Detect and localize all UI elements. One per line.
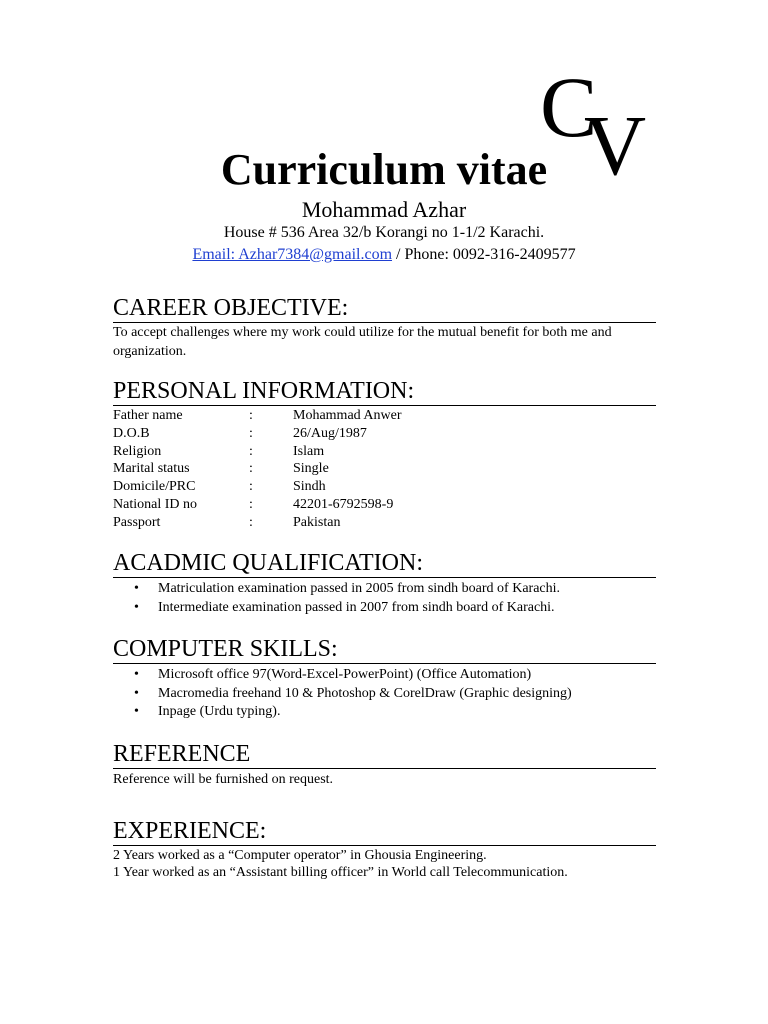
list-item [113, 703, 658, 722]
personal-information-heading: PERSONAL INFORMATION: [113, 377, 656, 406]
cv-logo-c: C [540, 59, 598, 155]
info-value: Pakistan [293, 515, 341, 530]
info-separator: : [249, 426, 253, 441]
info-row [113, 478, 613, 496]
experience-line: 2 Years worked as a “Computer operator” in Ghousia Engineering. [113, 848, 487, 863]
candidate-name: Mohammad Azhar [301, 197, 467, 222]
page-title: Curriculum vitae [220, 145, 548, 194]
info-label: D.O.B [113, 426, 150, 441]
list-item-text: Intermediate examination passed in 2007 from sindh board of Karachi. [158, 599, 555, 615]
info-value: 26/Aug/1987 [293, 426, 367, 441]
list-item-text: Inpage (Urdu typing). [158, 704, 281, 719]
info-row [113, 496, 613, 514]
list-item-text: Microsoft office 97(Word-Excel-PowerPoint) (Office Automation) [158, 667, 532, 682]
list-item [113, 666, 658, 685]
info-row [113, 425, 613, 443]
info-separator: : [249, 497, 253, 512]
list-item [113, 580, 658, 599]
bullet-icon: • [134, 704, 139, 719]
bullet-icon: • [134, 599, 139, 615]
career-objective-text: To accept challenges where my work could utilize for the mutual benefit for both me and organization. [113, 325, 612, 359]
list-item [113, 599, 658, 618]
bullet-icon: • [134, 581, 139, 596]
info-label: Domicile/PRC [113, 479, 196, 494]
experience-heading: EXPERIENCE: [113, 817, 656, 846]
list-item-text: Matriculation examination passed in 2005 from sindh board of Karachi. [158, 581, 561, 596]
address: House # 536 Area 32/b Korangi no 1-1/2 Karachi. [223, 224, 545, 241]
academic-list [113, 580, 658, 617]
experience-line: 1 Year worked as an “Assistant billing officer” in World call Telecommunication. [113, 865, 568, 880]
list-item-text: Macromedia freehand 10 & Photoshop & CorelDraw (Graphic designing) [158, 685, 572, 701]
contact-line [0, 244, 768, 266]
info-row [113, 443, 613, 461]
info-separator: : [249, 479, 253, 494]
bullet-icon: • [134, 685, 139, 701]
reference-text: Reference will be furnished on request. [113, 772, 334, 787]
academic-qualification-heading: ACADMIC QUALIFICATION: [113, 549, 656, 578]
info-label: Passport [113, 515, 161, 530]
info-row [113, 460, 613, 478]
info-label: Father name [113, 408, 183, 423]
info-label: Religion [113, 444, 162, 459]
info-separator: : [249, 461, 253, 476]
info-separator: : [249, 408, 253, 423]
info-value: Mohammad Anwer [293, 408, 402, 423]
info-value: Single [293, 461, 329, 476]
info-value: 42201-6792598-9 [293, 497, 394, 512]
info-value: Sindh [293, 479, 326, 494]
info-value: Islam [293, 444, 325, 459]
email-link[interactable]: Email: Azhar7384@gmail.com [192, 246, 393, 263]
info-row [113, 514, 613, 532]
bullet-icon: • [134, 667, 139, 682]
info-label: National ID no [113, 497, 197, 512]
reference-heading: REFERENCE [113, 740, 656, 769]
info-row [113, 407, 613, 425]
info-label: Marital status [113, 461, 190, 476]
computer-skills-heading: COMPUTER SKILLS: [113, 635, 656, 664]
computer-skills-list [113, 666, 658, 722]
list-item [113, 685, 658, 704]
cv-logo-v: V [584, 97, 647, 193]
career-objective-heading: CAREER OBJECTIVE: [113, 294, 656, 323]
info-separator: : [249, 515, 253, 530]
phone: / Phone: 0092-316-2409577 [392, 246, 576, 263]
info-separator: : [249, 444, 253, 459]
